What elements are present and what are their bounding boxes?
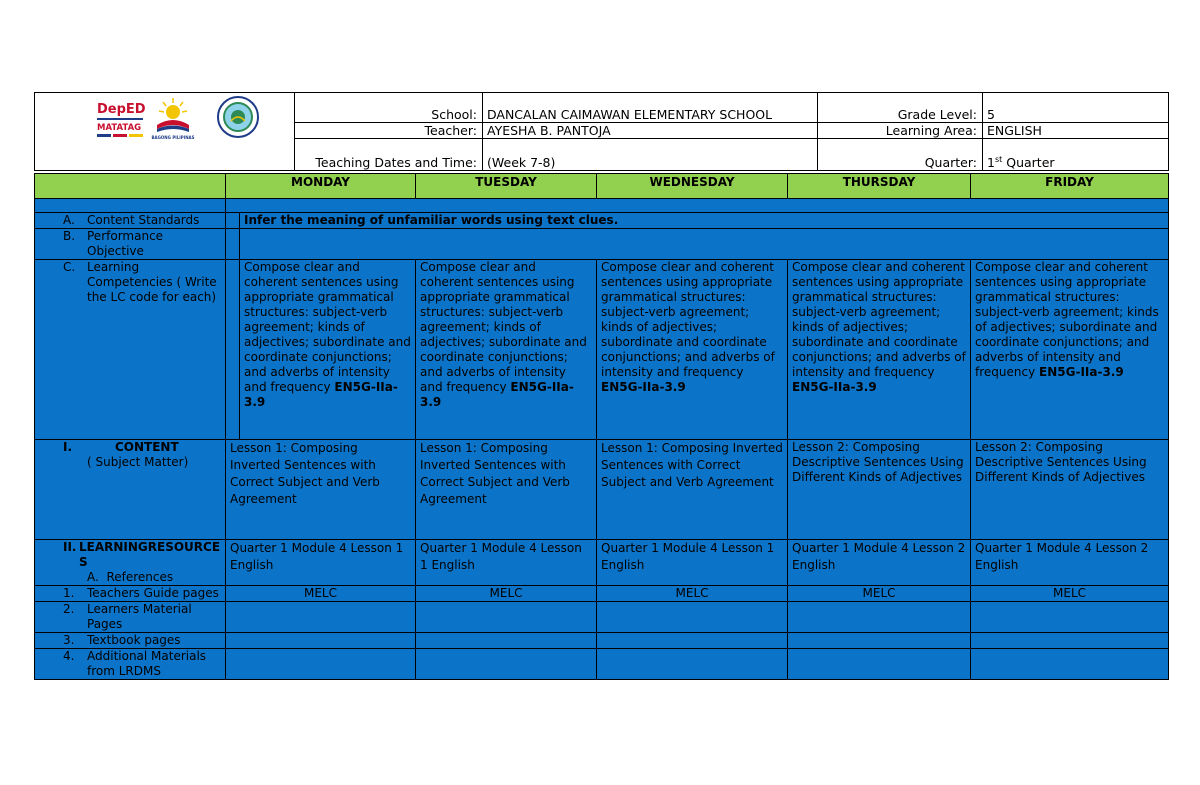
grade-level-label: Grade Level: — [818, 93, 983, 123]
am-tuesday — [416, 649, 597, 680]
competency-thursday-code: EN5G-IIa-3.9 — [792, 380, 877, 394]
deped-logo-text: DepED — [97, 102, 146, 117]
quarter-number: 1 — [987, 155, 995, 170]
competency-wednesday-text: Compose clear and coherent sentences using appropriate grammatical structures: subject-verb agreement; kinds of adjectives; subordinate and coordinate conjunctions; and adverbs of intensity and frequency — [601, 260, 775, 379]
tb-wednesday — [597, 633, 788, 649]
teachers-guide-text: Teachers Guide pages — [87, 586, 219, 600]
tg-monday: MELC — [226, 586, 416, 602]
competency-thursday — [788, 260, 971, 440]
tg-friday: MELC — [971, 586, 1169, 602]
additional-materials-num: 4. — [63, 649, 75, 663]
content-standards-gap — [226, 213, 240, 229]
spacer-value — [226, 199, 1169, 213]
grade-level-value: 5 — [983, 93, 1169, 123]
resources-friday: Quarter 1 Module 4 Lesson 2 English — [971, 540, 1169, 586]
content-wednesday: Lesson 1: Composing Inverted Sentences with Correct Subject and Verb Agreement — [597, 440, 788, 540]
lm-wednesday — [597, 602, 788, 633]
lm-thursday — [788, 602, 971, 633]
header-table — [34, 92, 1169, 171]
day-tuesday: TUESDAY — [416, 174, 597, 199]
learning-area-label: Learning Area: — [818, 123, 983, 139]
content-thursday: Lesson 2: Composing Descriptive Sentences Using Different Kinds of Adjectives — [788, 440, 971, 540]
performance-objective-row — [35, 229, 1169, 260]
content-standards-value: Infer the meaning of unfamiliar words using text clues. — [240, 213, 1169, 229]
performance-objective-label — [35, 229, 226, 260]
competency-tuesday — [416, 260, 597, 440]
learning-competencies-text: Learning Competencies ( Write the LC code for each) — [87, 260, 217, 304]
references-label: References — [106, 570, 174, 584]
resources-wednesday: Quarter 1 Module 4 Lesson 1 English — [597, 540, 788, 586]
competency-friday — [971, 260, 1169, 440]
teachers-guide-row — [35, 586, 1169, 602]
quarter-label: Quarter: — [818, 139, 983, 171]
am-friday — [971, 649, 1169, 680]
content-standards-letter: A. — [63, 213, 75, 227]
learning-resources-heading: LEARNINGRESOURCES — [79, 540, 221, 569]
tg-tuesday: MELC — [416, 586, 597, 602]
teacher-value: AYESHA B. PANTOJA — [483, 123, 818, 139]
competency-wednesday — [597, 260, 788, 440]
deped-matatag-logo-icon — [95, 97, 147, 141]
matatag-logo-text: MATATAG — [97, 123, 142, 133]
resources-tuesday: Quarter 1 Module 4 Lesson 1 English — [416, 540, 597, 586]
competency-friday-text: Compose clear and coherent sentences using appropriate grammatical structures: subject-verb agreement; kinds of adjectives; subordinate and coordinate conjunctions; and adverbs of intensity and frequency — [975, 260, 1159, 379]
content-row — [35, 440, 1169, 540]
tb-friday — [971, 633, 1169, 649]
learning-area-value: ENGLISH — [983, 123, 1169, 139]
additional-materials-text: Additional Materials from LRDMS — [87, 649, 207, 678]
competency-monday-text: Compose clear and coherent sentences using appropriate grammatical structures: subject-verb agreement; kinds of adjectives; subordinate and coordinate conjunctions; and adverbs of intensity and frequency — [244, 260, 411, 394]
content-standards-row — [35, 213, 1169, 229]
learning-competencies-label — [35, 260, 226, 440]
school-value: DANCALAN CAIMAWAN ELEMENTARY SCHOOL — [483, 93, 818, 123]
content-monday: Lesson 1: Composing Inverted Sentences with Correct Subject and Verb Agreement — [226, 440, 416, 540]
learners-material-num: 2. — [63, 602, 75, 616]
learning-resources-label — [35, 540, 226, 586]
logos-cell — [35, 93, 295, 171]
learning-competencies-row — [35, 260, 1169, 440]
teaching-dates-value: (Week 7-8) — [483, 139, 818, 171]
learning-resources-row — [35, 540, 1169, 586]
teachers-guide-label — [35, 586, 226, 602]
am-wednesday — [597, 649, 788, 680]
day-thursday: THURSDAY — [788, 174, 971, 199]
spacer-label — [35, 199, 226, 213]
day-monday: MONDAY — [226, 174, 416, 199]
additional-materials-row — [35, 649, 1169, 680]
competency-monday-code: EN5G-IIa-3.9 — [244, 380, 398, 409]
textbook-text: Textbook pages — [87, 633, 181, 647]
learners-material-label — [35, 602, 226, 633]
performance-objective-gap — [226, 229, 240, 260]
competency-thursday-text: Compose clear and coherent sentences using appropriate grammatical structures: subject-verb agreement; kinds of adjectives; subordinate and coordinate conjunctions; and adverbs of intensity and frequency — [792, 260, 966, 379]
teaching-dates-label: Teaching Dates and Time: — [295, 139, 483, 171]
competency-tuesday-text: Compose clear and coherent sentences using appropriate grammatical structures: subject-verb agreement; kinds of adjectives; subordinate and coordinate conjunctions; and adverbs of intensity and frequency — [420, 260, 587, 394]
content-roman: I. — [63, 440, 73, 454]
learning-competencies-gap — [226, 260, 240, 440]
quarter-word: Quarter — [1006, 155, 1055, 170]
tg-thursday: MELC — [788, 586, 971, 602]
learning-competencies-letter: C. — [63, 260, 76, 274]
learners-material-row — [35, 602, 1169, 633]
school-label: School: — [295, 93, 483, 123]
bagong-pilipinas-logo-icon — [151, 95, 195, 141]
competency-tuesday-code: EN5G-IIa-3.9 — [420, 380, 574, 409]
content-friday: Lesson 2: Composing Descriptive Sentences Using Different Kinds of Adjectives — [971, 440, 1169, 540]
performance-objective-value — [240, 229, 1169, 260]
division-seal-icon — [215, 95, 261, 139]
quarter-suffix: st — [994, 154, 1003, 164]
teachers-guide-num: 1. — [63, 586, 75, 600]
additional-materials-label — [35, 649, 226, 680]
tb-monday — [226, 633, 416, 649]
content-subheading: ( Subject Matter) — [87, 455, 189, 469]
references-letter: A. — [87, 570, 99, 584]
lesson-table — [34, 173, 1169, 680]
learners-material-text: Learners Material Pages — [87, 602, 192, 631]
content-label — [35, 440, 226, 540]
lm-tuesday — [416, 602, 597, 633]
tb-thursday — [788, 633, 971, 649]
am-monday — [226, 649, 416, 680]
content-heading: CONTENT — [115, 440, 179, 454]
resources-thursday: Quarter 1 Module 4 Lesson 2 English — [788, 540, 971, 586]
performance-objective-letter: B. — [63, 229, 76, 243]
competency-friday-code: EN5G-IIa-3.9 — [1039, 365, 1124, 379]
day-header-row — [35, 174, 1169, 199]
day-wednesday: WEDNESDAY — [597, 174, 788, 199]
am-thursday — [788, 649, 971, 680]
performance-objective-text: Performance Objective — [87, 229, 164, 258]
competency-wednesday-code: EN5G-IIa-3.9 — [601, 380, 686, 394]
content-tuesday: Lesson 1: Composing Inverted Sentences with Correct Subject and Verb Agreement — [416, 440, 597, 540]
teacher-label: Teacher: — [295, 123, 483, 139]
textbook-num: 3. — [63, 633, 75, 647]
bagong-pilipinas-text: BAGONG PILIPINAS — [151, 135, 195, 140]
tg-wednesday: MELC — [597, 586, 788, 602]
dll-page — [34, 92, 1168, 680]
lm-friday — [971, 602, 1169, 633]
tb-tuesday — [416, 633, 597, 649]
competency-monday — [240, 260, 416, 440]
learning-resources-roman: II. — [63, 540, 77, 554]
day-header-blank — [35, 174, 226, 199]
resources-monday: Quarter 1 Module 4 Lesson 1 English — [226, 540, 416, 586]
quarter-value — [983, 139, 1169, 171]
textbook-row — [35, 633, 1169, 649]
day-friday: FRIDAY — [971, 174, 1169, 199]
content-standards-label — [35, 213, 226, 229]
content-standards-text: Content Standards — [87, 213, 200, 227]
lm-monday — [226, 602, 416, 633]
textbook-label — [35, 633, 226, 649]
spacer-row — [35, 199, 1169, 213]
